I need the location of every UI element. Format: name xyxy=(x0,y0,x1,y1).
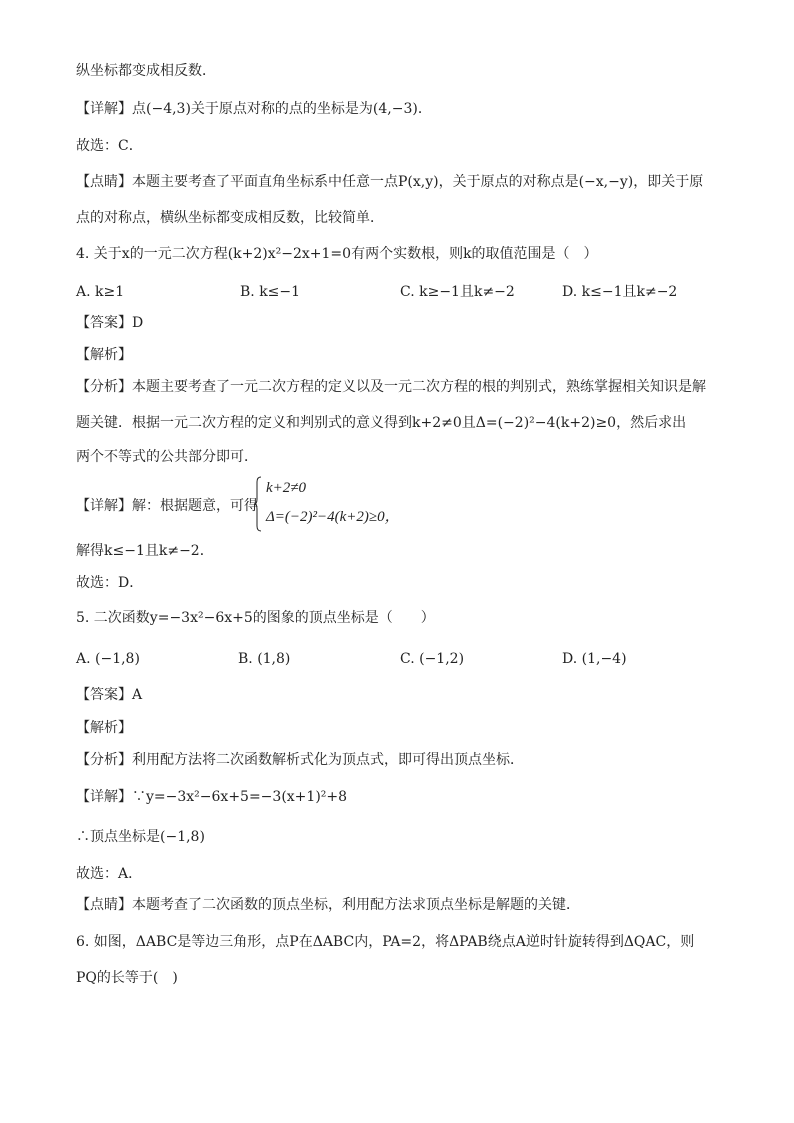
q5-option-c: C. (−1,2) xyxy=(400,651,465,667)
text-line: 故选：C． xyxy=(76,138,143,154)
analysis-label: 【解析】 xyxy=(76,720,132,736)
q4-option-a: A. k≥1 xyxy=(76,284,125,300)
text-line: 【分析】本题主要考查了一元二次方程的定义以及一元二次方程的根的判别式，熟练掌握相关知识是解 xyxy=(76,379,706,395)
text-line: 两个不等式的公共部分即可． xyxy=(76,449,258,465)
text-line: 【点睛】本题考查了二次函数的顶点坐标，利用配方法求顶点坐标是解题的关键． xyxy=(76,897,580,913)
question-5: 5. 二次函数y=−3x²−6x+5的图象的顶点坐标是（ ） xyxy=(76,610,435,626)
text-line: 故选：A． xyxy=(76,866,143,882)
q4-option-c: C. k≥−1且k≠−2 xyxy=(400,284,515,300)
text-line: PQ的长等于( ) xyxy=(76,970,178,986)
text-line: 【详解】解：根据题意，可得 xyxy=(76,498,258,514)
text-line: 【分析】利用配方法将二次函数解析式化为顶点式，即可得出顶点坐标． xyxy=(76,752,524,768)
answer-label: 【答案】A xyxy=(76,687,143,703)
text-line: 故选：D． xyxy=(76,575,144,591)
question-4: 4. 关于x的一元二次方程(k+2)x²−2x+1=0有两个实数根，则k的取值范围是（ ） xyxy=(76,246,598,262)
q4-option-d: D. k≤−1且k≠−2 xyxy=(562,284,678,300)
text-line: ∴顶点坐标是(−1,8) xyxy=(76,829,205,845)
text-line: 点的对称点，横纵坐标都变成相反数，比较简单． xyxy=(76,210,384,226)
question-6: 6. 如图，ΔABC是等边三角形，点P在ΔABC内，PA=2，将ΔPAB绕点A逆时针旋转得到ΔQAC，则 xyxy=(76,934,695,950)
answer-label: 【答案】D xyxy=(76,315,144,331)
text-line: 【详解】点(−4,3)关于原点对称的点的坐标是为(4,−3)． xyxy=(76,101,432,117)
q5-option-b: B. (1,8) xyxy=(238,651,291,667)
equation-system-brace xyxy=(254,476,262,532)
text-line: 纵坐标都变成相反数． xyxy=(76,63,216,79)
text-line: 题关键．根据一元二次方程的定义和判别式的意义得到k+2≠0且Δ=(−2)²−4(k+2)≥0，然后求出 xyxy=(76,415,687,431)
system-equation-2: Δ=(−2)²−4(k+2)≥0， xyxy=(266,509,400,525)
text-line: 【点睛】本题主要考查了平面直角坐标系中任意一点P(x,y)，关于原点的对称点是(−x,−y)，即关于原 xyxy=(76,174,704,190)
q4-option-b: B. k≤−1 xyxy=(240,284,301,300)
text-line: 解得k≤−1且k≠−2． xyxy=(76,543,214,559)
q5-option-a: A. (−1,8) xyxy=(76,651,140,667)
q5-option-d: D. (1,−4) xyxy=(562,651,627,667)
system-equation-1: k+2≠0 xyxy=(266,480,307,496)
text-line: 【详解】∵y=−3x²−6x+5=−3(x+1)²+8 xyxy=(76,789,348,805)
analysis-label: 【解析】 xyxy=(76,347,132,363)
